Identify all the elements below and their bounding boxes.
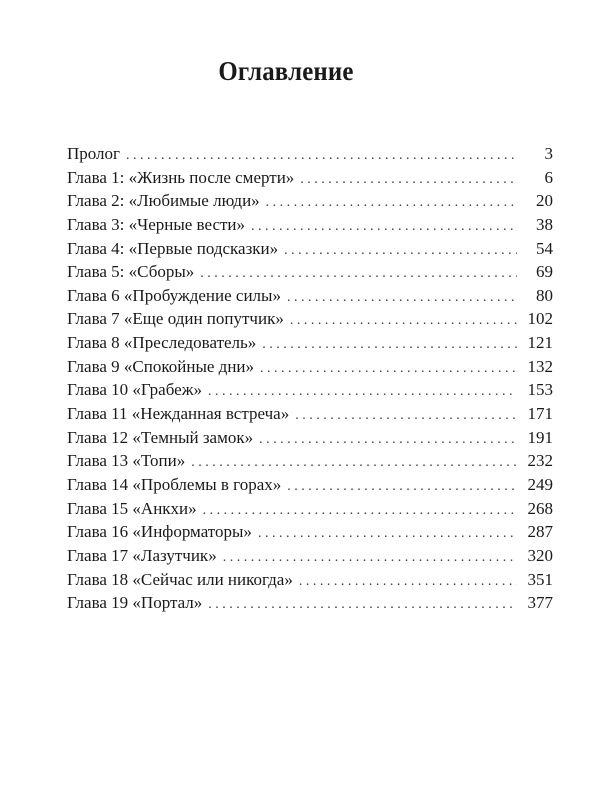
toc-entry-prologue [67,142,553,166]
entry-title: Глава 18 «Сейчас или никогда» [67,569,293,589]
toc-entry-chapter-14 [67,473,553,497]
dot-leader [287,286,517,310]
toc-entry-chapter-10 [67,378,553,402]
toc-entry-chapter-12 [67,426,553,450]
entry-title: Глава 19 «Портал» [67,593,203,613]
entry-page-number: 351 [527,569,553,589]
toc-entry-chapter-16 [67,520,553,544]
dot-leader [203,499,517,523]
entry-page-number: 320 [527,545,553,565]
dot-leader [126,144,517,168]
toc-entry-chapter-18 [67,568,553,592]
toc-entry-chapter-17 [67,544,553,568]
entry-page-number: 153 [527,380,553,400]
entry-page-number: 54 [536,238,553,258]
toc-entry-chapter-4 [67,237,553,261]
toc-entry-chapter-6 [67,284,553,308]
page-title: Оглавление [218,56,354,86]
dot-leader [266,191,517,215]
entry-title: Глава 16 «Информаторы» [67,522,252,542]
toc-entry-chapter-2 [67,189,553,213]
entry-title: Глава 3: «Черные вести» [67,214,246,234]
dot-leader [284,239,517,263]
dot-leader [200,262,517,286]
dot-leader [299,570,517,594]
entry-title: Глава 17 «Лазутчик» [67,545,217,565]
entry-title: Глава 8 «Преследователь» [67,333,257,353]
entry-page-number: 3 [544,144,553,163]
toc-entry-chapter-11 [67,402,553,426]
dot-leader [258,522,517,546]
entry-title: Глава 12 «Темный замок» [67,427,254,447]
dot-leader [223,546,517,570]
entry-title: Глава 4: «Первые подсказки» [67,238,279,258]
entry-page-number: 191 [527,427,553,447]
entry-title: Глава 7 «Еще один попутчик» [67,309,284,329]
entry-title: Глава 6 «Пробуждение силы» [67,285,281,305]
entry-page-number: 121 [527,333,553,353]
entry-page-number: 80 [536,285,553,305]
entry-title: Глава 13 «Топи» [67,451,186,471]
toc-entry-chapter-1 [67,166,553,190]
toc-entry-chapter-19 [67,591,553,615]
entry-title: Глава 9 «Спокойные дни» [67,356,255,376]
entry-title: Глава 5: «Сборы» [67,262,195,282]
toc-entry-chapter-7 [67,307,553,331]
toc-entry-chapter-13 [67,449,553,473]
entry-page-number: 132 [527,356,553,376]
entry-page-number: 268 [527,498,553,518]
entry-title: Глава 1: «Жизнь после смерти» [67,167,295,187]
dot-leader [208,593,517,617]
entry-title: Пролог [67,144,121,163]
dot-leader [300,168,517,192]
entry-title: Глава 2: «Любимые люди» [67,191,260,211]
dot-leader [290,309,517,333]
entry-page-number: 38 [536,214,553,234]
dot-leader [295,404,517,428]
entry-page-number: 232 [527,451,553,471]
dot-leader [259,428,517,452]
entry-page-number: 287 [527,522,553,542]
entry-page-number: 171 [527,404,553,424]
dot-leader [262,333,517,357]
entry-title: Глава 15 «Анкхи» [67,498,197,518]
entry-title: Глава 11 «Нежданная встреча» [67,404,290,424]
entry-page-number: 20 [536,191,553,211]
toc-entry-chapter-9 [67,355,553,379]
dot-leader [208,380,517,404]
toc-entry-chapter-15 [67,497,553,521]
entry-page-number: 102 [527,309,553,329]
table-of-contents [67,142,553,615]
entry-page-number: 6 [544,167,553,187]
dot-leader [191,451,517,475]
dot-leader [251,215,517,239]
dot-leader [287,475,517,499]
entry-title: Глава 10 «Грабеж» [67,380,202,400]
entry-title: Глава 14 «Проблемы в горах» [67,474,282,494]
toc-entry-chapter-3 [67,213,553,237]
entry-page-number: 69 [536,262,553,282]
entry-page-number: 249 [527,474,553,494]
entry-page-number: 377 [527,593,553,613]
dot-leader [260,357,517,381]
toc-entry-chapter-5 [67,260,553,284]
toc-entry-chapter-8 [67,331,553,355]
